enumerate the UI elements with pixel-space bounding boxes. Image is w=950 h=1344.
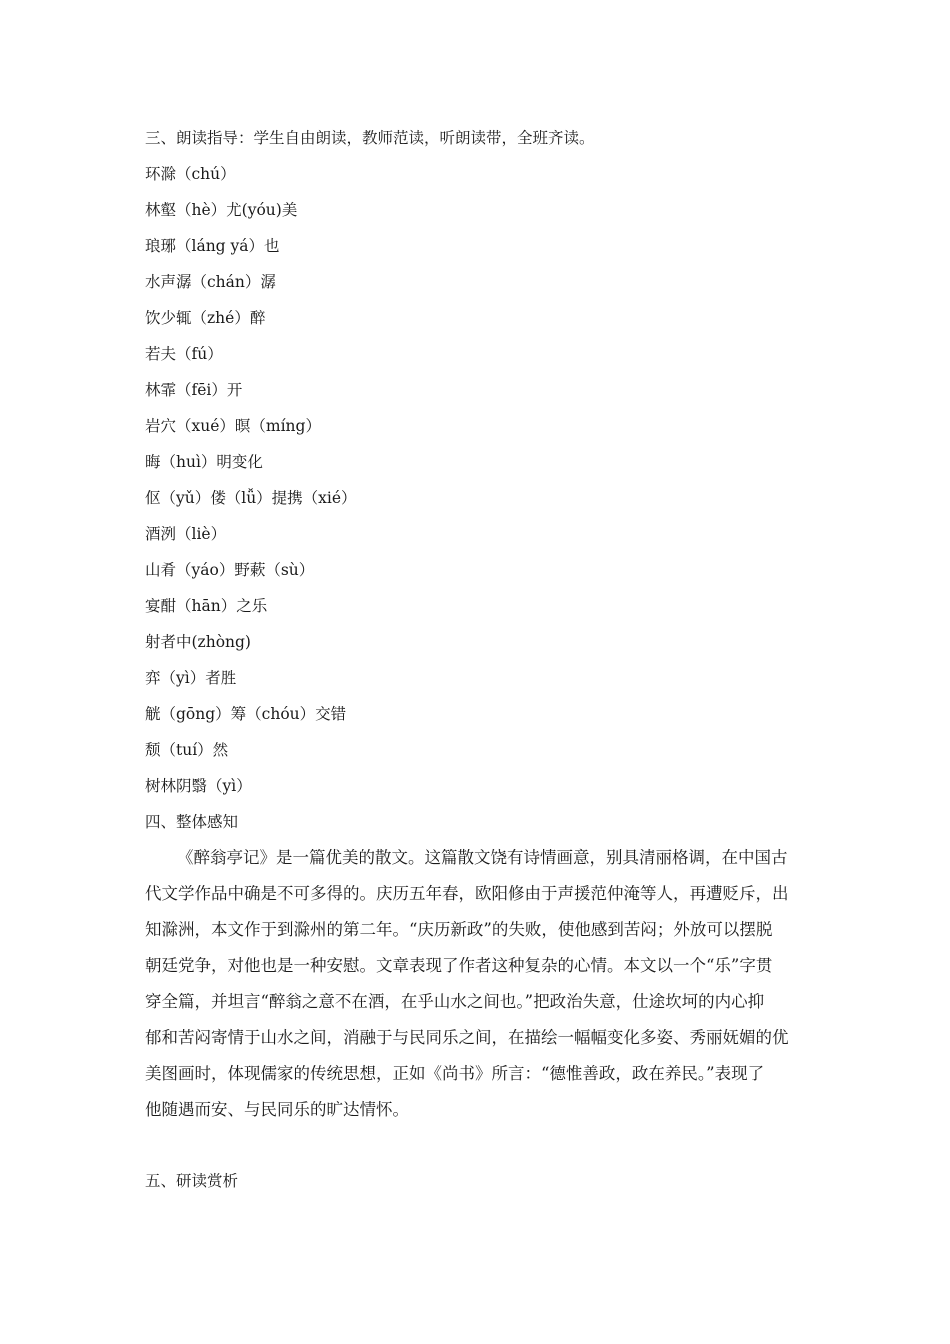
vocab-item: 山肴（yáo）野蔌（sù） <box>145 561 315 579</box>
section5-heading: 五、研读赏析 <box>145 1172 239 1190</box>
paragraph-line: 郁和苦闷寄情于山水之间，消融于与民同乐之间，在描绘一幅幅变化多姿、秀丽妩媚的优 <box>145 1028 789 1047</box>
section3-heading: 三、朗读指导：学生自由朗读，教师范读，听朗读带，全班齐读。 <box>145 129 595 147</box>
paragraph-line: 他随遇而安、与民同乐的旷达情怀。 <box>145 1100 409 1119</box>
vocab-item: 颓（tuí）然 <box>145 741 229 759</box>
vocab-item: 林壑（hè）尤(yóu)美 <box>145 201 298 219</box>
vocab-item: 饮少辄（zhé）醉 <box>145 309 266 327</box>
section4-heading: 四、整体感知 <box>145 813 239 831</box>
paragraph-line: 《醉翁亭记》是一篇优美的散文。这篇散文饶有诗情画意，别具清丽格调，在中国古 <box>177 848 788 867</box>
vocab-item: 宴酣（hān）之乐 <box>145 597 268 615</box>
vocab-item: 觥（gōng）筹（chóu）交错 <box>145 705 347 723</box>
vocab-item: 伛（yǔ）偻（lǚ）提携（xié） <box>145 489 357 507</box>
paragraph-line: 代文学作品中确是不可多得的。庆历五年春，欧阳修由于声援范仲淹等人，再遭贬斥，出 <box>145 884 789 903</box>
vocab-item: 射者中(zhòng) <box>145 633 251 651</box>
vocab-item: 环滁（chú） <box>145 165 236 183</box>
vocab-item: 酒洌（liè） <box>145 525 227 543</box>
vocab-item: 晦（huì）明变化 <box>145 453 263 471</box>
paragraph-line: 知滁洲，本文作于到滁州的第二年。“庆历新政”的失败，使他感到苦闷；外放可以摆脱 <box>145 920 773 939</box>
vocab-item: 树林阴翳（yì） <box>145 777 252 795</box>
paragraph-line: 穿全篇，并坦言“醉翁之意不在酒，在乎山水之间也。”把政治失意，仕途坎坷的内心抑 <box>145 992 765 1011</box>
vocab-item: 若夫（fú） <box>145 345 223 363</box>
paragraph-line: 朝廷党争，对他也是一种安慰。文章表现了作者这种复杂的心情。本文以一个“乐”字贯 <box>145 956 773 975</box>
vocab-item: 水声潺（chán）潺 <box>145 273 276 291</box>
vocab-item: 弈（yì）者胜 <box>145 669 237 687</box>
vocab-item: 林霏（fēi）开 <box>145 381 243 399</box>
paragraph-line: 美图画时，体现儒家的传统思想，正如《尚书》所言：“德惟善政，政在养民。”表现了 <box>145 1064 765 1083</box>
vocab-item: 琅琊（láng yá）也 <box>145 237 280 255</box>
vocab-item: 岩穴（xué）暝（míng） <box>145 417 321 435</box>
